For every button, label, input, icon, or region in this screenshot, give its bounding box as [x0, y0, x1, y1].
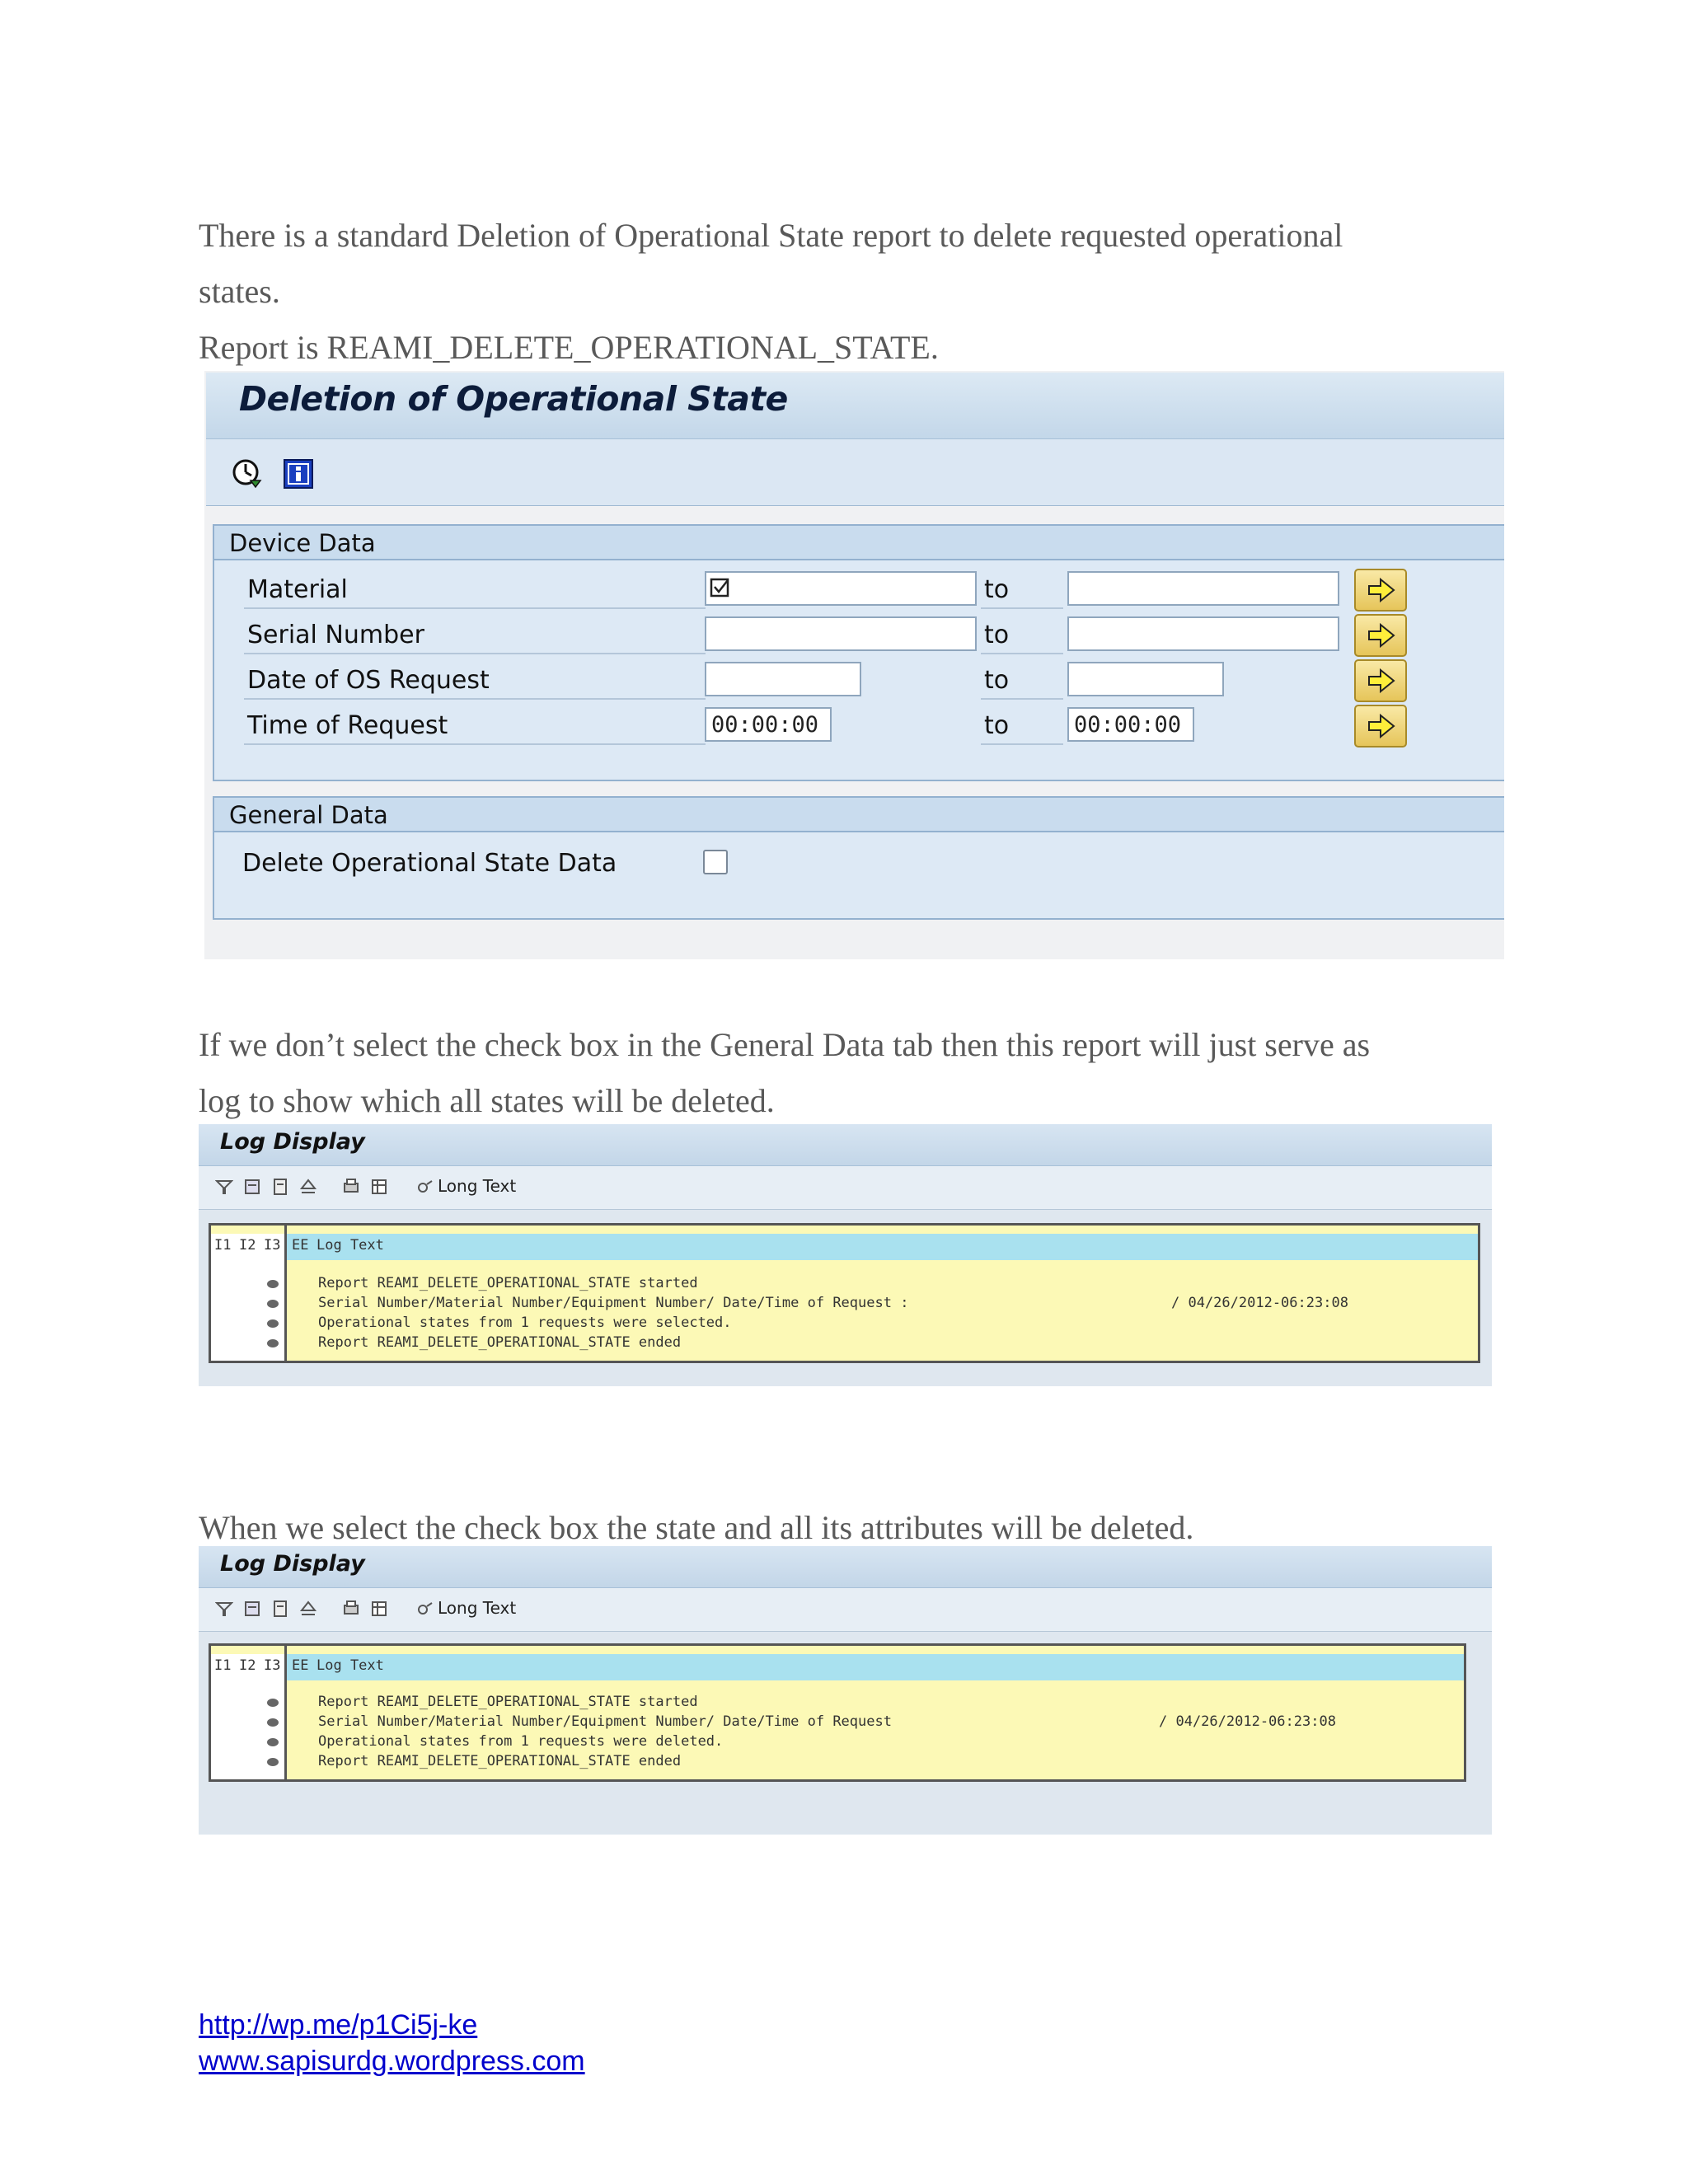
log2-header-i2: I2: [239, 1657, 256, 1674]
date-to-label: to: [984, 666, 1010, 695]
log2-header-i3: I3: [264, 1657, 281, 1674]
log2-header-log-text: Log Text: [316, 1657, 384, 1674]
execute-clock-icon[interactable]: [231, 457, 264, 490]
long-text-button[interactable]: Long Text: [438, 1176, 517, 1196]
para2-line-1: If we don’t select the check box in the General Data tab then this report will just serve as: [199, 1026, 1371, 1063]
detail-icon[interactable]: [243, 1600, 261, 1618]
log1-header-log-text: Log Text: [316, 1237, 384, 1254]
log2-title-bar: [199, 1546, 1492, 1588]
arrow-right-icon: [1367, 622, 1395, 649]
time-from-value: 00:00:00: [711, 712, 819, 738]
row-material: [214, 569, 1504, 610]
log-display-2: [199, 1546, 1492, 1835]
print-icon[interactable]: [342, 1178, 360, 1196]
device-data-group: [213, 524, 1504, 781]
log1-header-i3: I3: [264, 1237, 281, 1254]
message-icon: [267, 1280, 279, 1288]
log2-header-ee: EE: [292, 1657, 309, 1674]
log-display-1: [199, 1124, 1492, 1386]
info-icon[interactable]: [282, 457, 315, 490]
time-to-label: to: [984, 711, 1010, 740]
material-from-field[interactable]: [705, 571, 977, 606]
arrow-right-icon: [1367, 668, 1395, 694]
material-to-label: to: [984, 575, 1010, 604]
log1-title: Log Display: [220, 1129, 365, 1155]
serial-number-to-label: to: [984, 621, 1010, 649]
material-multiple-selection-button[interactable]: [1354, 569, 1407, 612]
para3-line-1: When we select the check box the state and all its attributes will be deleted.: [199, 1509, 1194, 1546]
serial-number-to-field[interactable]: [1067, 616, 1339, 651]
message-icon: [267, 1718, 279, 1727]
title-bar: [206, 373, 1504, 439]
log1-header-ee: EE: [292, 1237, 309, 1254]
log1-title-bar: [199, 1124, 1492, 1166]
intro-line-3: Report is REAMI_DELETE_OPERATIONAL_STATE.: [199, 329, 939, 366]
serial-number-from-field[interactable]: [705, 616, 977, 651]
arrow-right-icon: [1367, 713, 1395, 739]
document-icon[interactable]: [271, 1178, 289, 1196]
intro-line-2: states.: [199, 273, 280, 310]
log2-toolbar: [199, 1588, 1492, 1632]
device-data-heading: Device Data: [229, 529, 376, 557]
message-icon: [267, 1758, 279, 1766]
required-check-icon: [710, 577, 733, 600]
log2-table: [209, 1643, 1466, 1782]
long-text-button[interactable]: Long Text: [438, 1598, 517, 1618]
message-icon: [267, 1319, 279, 1328]
log1-date-value: / 04/26/2012-06:23:08: [1171, 1295, 1348, 1311]
log1-table: [209, 1223, 1480, 1363]
serial-number-multiple-selection-button[interactable]: [1354, 614, 1407, 657]
para2-line-2: log to show which all states will be deleted.: [199, 1082, 775, 1119]
layout-icon[interactable]: [370, 1178, 388, 1196]
time-multiple-selection-button[interactable]: [1354, 705, 1407, 748]
message-icon: [267, 1339, 279, 1347]
filter-icon[interactable]: [215, 1178, 233, 1196]
log1-line-4: Report REAMI_DELETE_OPERATIONAL_STATE ended: [318, 1334, 682, 1351]
document-icon[interactable]: [271, 1600, 289, 1618]
log1-line-1: Report REAMI_DELETE_OPERATIONAL_STATE started: [318, 1275, 698, 1291]
delete-data-label: Delete Operational State Data: [242, 849, 617, 878]
date-to-field[interactable]: [1067, 662, 1224, 696]
short-link[interactable]: http://wp.me/p1Ci5j-ke: [199, 2009, 478, 2041]
log2-header-row: [211, 1654, 1464, 1680]
print-icon[interactable]: [342, 1600, 360, 1618]
sort-icon[interactable]: [299, 1178, 317, 1196]
log1-header-i2: I2: [239, 1237, 256, 1254]
message-icon: [267, 1300, 279, 1308]
detail-icon[interactable]: [243, 1178, 261, 1196]
layout-icon[interactable]: [370, 1600, 388, 1618]
log2-line-2: Serial Number/Material Number/Equipment Number/ Date/Time of Request: [318, 1713, 892, 1730]
log1-header-i1: I1: [214, 1237, 232, 1254]
message-icon: [267, 1699, 279, 1707]
sort-icon[interactable]: [299, 1600, 317, 1618]
application-toolbar: [206, 439, 1504, 506]
row-serial-number: [214, 614, 1504, 655]
material-label: Material: [247, 575, 348, 604]
general-data-heading: General Data: [229, 801, 388, 829]
log1-header-row: [211, 1234, 1478, 1260]
filter-icon[interactable]: [215, 1600, 233, 1618]
log1-toolbar: [199, 1166, 1492, 1210]
log1-line-2: Serial Number/Material Number/Equipment Number/ Date/Time of Request :: [318, 1295, 909, 1311]
long-text-icon[interactable]: [416, 1178, 434, 1196]
log2-line-4: Report REAMI_DELETE_OPERATIONAL_STATE ended: [318, 1753, 682, 1769]
material-to-field[interactable]: [1067, 571, 1339, 606]
device-data-header: [214, 526, 1504, 560]
screen-title: Deletion of Operational State: [239, 379, 788, 419]
log2-line-1: Report REAMI_DELETE_OPERATIONAL_STATE started: [318, 1694, 698, 1710]
delete-operational-state-checkbox[interactable]: [703, 850, 728, 874]
log2-line-3: Operational states from 1 requests were deleted.: [318, 1733, 724, 1750]
log2-title: Log Display: [220, 1551, 365, 1577]
intro-line-1: There is a standard Deletion of Operational State report to delete requested operational: [199, 217, 1343, 254]
selection-screen: [204, 371, 1504, 959]
time-of-request-label: Time of Request: [247, 711, 448, 740]
time-to-value: 00:00:00: [1074, 712, 1182, 738]
message-icon: [267, 1738, 279, 1746]
serial-number-label: Serial Number: [247, 621, 424, 649]
log2-date-value: / 04/26/2012-06:23:08: [1159, 1713, 1336, 1730]
log2-header-i1: I1: [214, 1657, 232, 1674]
blog-link[interactable]: www.sapisurdg.wordpress.com: [199, 2046, 585, 2077]
date-of-os-request-label: Date of OS Request: [247, 666, 490, 695]
row-time-of-request: [214, 705, 1504, 746]
log1-line-3: Operational states from 1 requests were selected.: [318, 1315, 732, 1331]
time-from-field[interactable]: [705, 707, 832, 742]
date-from-field[interactable]: [705, 662, 861, 696]
long-text-icon[interactable]: [416, 1600, 434, 1618]
date-multiple-selection-button[interactable]: [1354, 659, 1407, 702]
arrow-right-icon: [1367, 577, 1395, 603]
general-data-header: [214, 798, 1504, 832]
row-date-of-os-request: [214, 659, 1504, 701]
general-data-group: [213, 796, 1504, 920]
time-to-field[interactable]: [1067, 707, 1194, 742]
